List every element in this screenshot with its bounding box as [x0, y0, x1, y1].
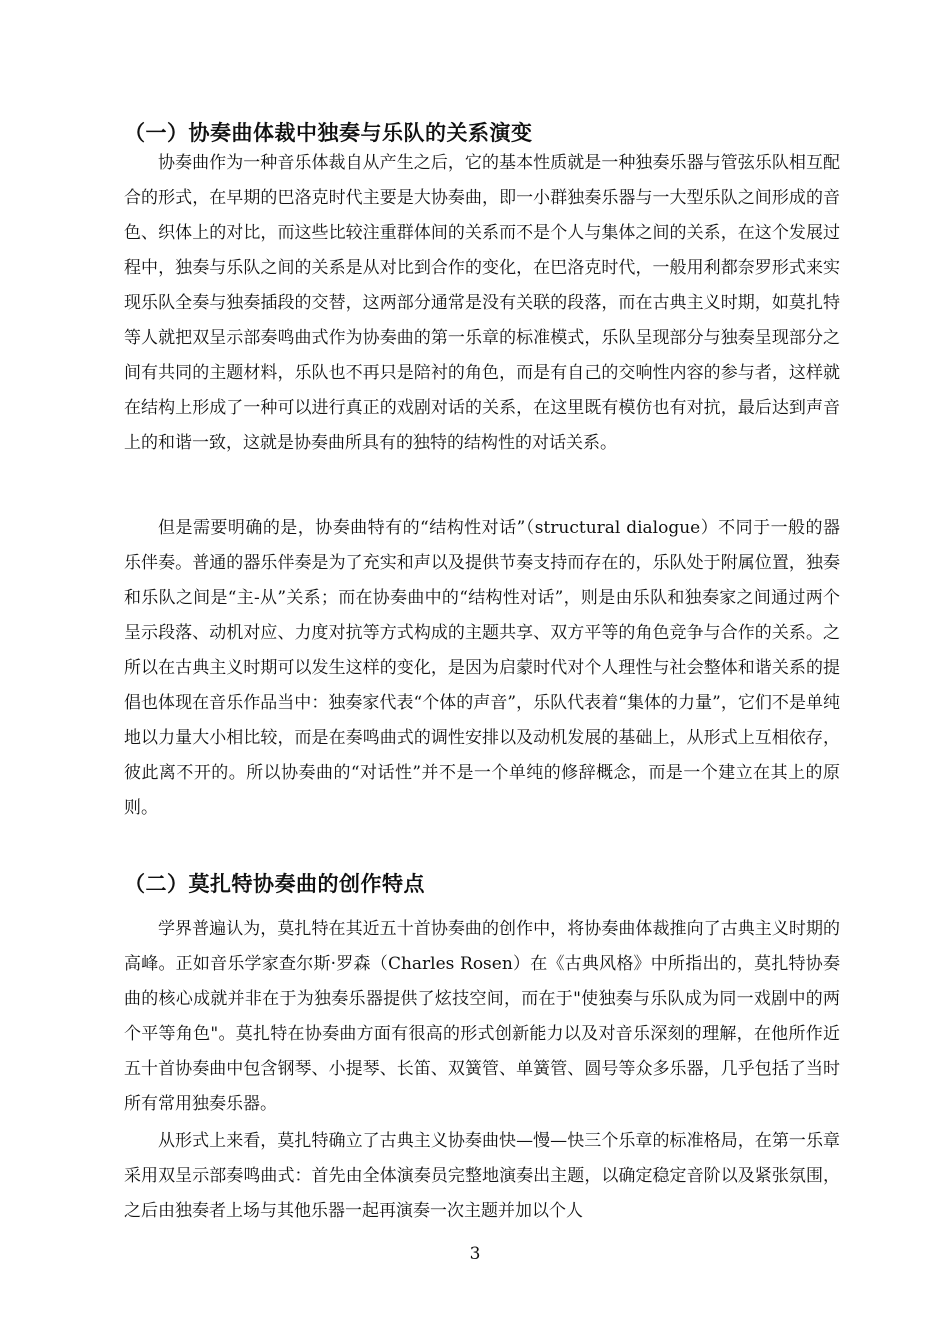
paragraph-3: 学界普遍认为，莫扎特在其近五十首协奏曲的创作中，将协奏曲体裁推向了古典主义时期的高峰。正如音乐学家查尔斯·罗森（Charles Rosen）在《古典风格》中所指出的，莫扎特协奏曲的核心成就并非在于为独奏乐器提供了炫技空间，而在于"使独奏与乐队成为同一戏剧中的两个平等角色"。莫扎特在协奏曲方面有很高的形式创新能力以及对音乐深刻的理解，在他所作近五十首协奏曲中包含钢琴、小提琴、长笛、双簧管、单簧管、圆号等众多乐器，几乎包括了当时所有常用独奏乐器。	[124, 919, 840, 1114]
paragraph-2: 但是需要明确的是，协奏曲特有的“结构性对话”（structural dialogue）不同于一般的器乐伴奏。普通的器乐伴奏是为了充实和声以及提供节奏支持而存在的，乐队处于附属位置，独奏和乐队之间是“主-从”关系；而在协奏曲中的“结构性对话”，则是由乐队和独奏家之间通过两个呈示段落、动机对应、力度对抗等方式构成的主题共享、双方平等的角色竞争与合作的关系。之所以在古典主义时期可以发生这样的变化，是因为启蒙时代对个人理性与社会整体和谐关系的提倡也体现在音乐作品当中：独奏家代表“个体的声音”，乐队代表着“集体的力量”，它们不是单纯地以力量大小相比较，而是在奏鸣曲式的调性安排以及动机发展的基础上，从形式上互相依存，彼此离不开的。所以协奏曲的“对话性”并不是一个单纯的修辞概念，而是一个建立在其上的原则。	[124, 518, 840, 818]
section-heading-1: （一）协奏曲体裁中独奏与乐队的关系演变	[124, 121, 533, 145]
section-heading-2: （二）莫扎特协奏曲的创作特点	[124, 872, 425, 896]
paragraph-1: 协奏曲作为一种音乐体裁自从产生之后，它的基本性质就是一种独奏乐器与管弦乐队相互配合的形式，在早期的巴洛克时代主要是大协奏曲，即一小群独奏乐器与一大型乐队之间形成的音色、织体上的对比，而这些比较注重群体间的关系而不是个人与集体之间的关系，在这个发展过程中，独奏与乐队之间的关系是从对比到合作的变化，在巴洛克时代，一般用利都奈罗形式来实现乐队全奏与独奏插段的交替，这两部分通常是没有关联的段落，而在古典主义时期，如莫扎特等人就把双呈示部奏鸣曲式作为协奏曲的第一乐章的标准模式，乐队呈现部分与独奏呈现部分之间有共同的主题材料，乐队也不再只是陪衬的角色，而是有自己的交响性内容的参与者，这样就在结构上形成了一种可以进行真正的戏剧对话的关系，在这里既有模仿也有对抗，最后达到声音上的和谐一致，这就是协奏曲所具有的独特的结构性的对话关系。	[124, 153, 840, 453]
page-number: 3	[469, 1244, 481, 1264]
paragraph-4: 从形式上来看，莫扎特确立了古典主义协奏曲快—慢—快三个乐章的标准格局，在第一乐章采用双呈示部奏鸣曲式：首先由全体演奏员完整地演奏出主题，以确定稳定音阶以及紧张氛围，之后由独奏者上场与其他乐器一起再演奏一次主题并加以个人	[124, 1131, 840, 1221]
